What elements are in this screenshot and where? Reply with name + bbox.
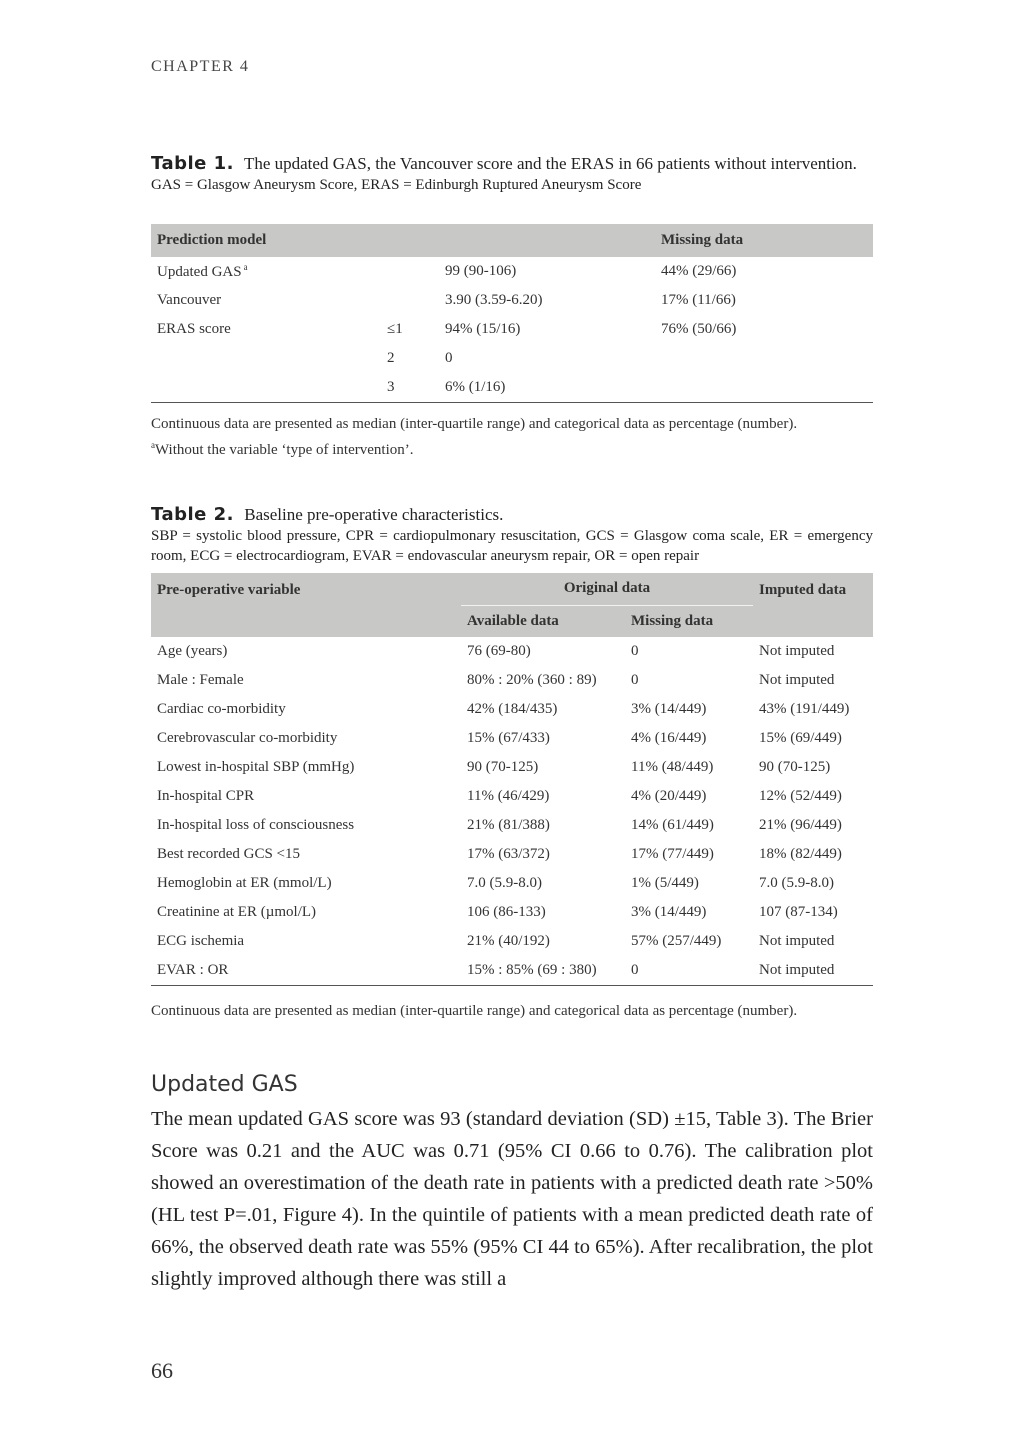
table1-model-name: Vancouver: [157, 292, 222, 308]
table2-cell-variable: Best recorded GCS <15: [157, 846, 301, 862]
table1-caption: [151, 153, 873, 195]
table2-cell-imputed: 7.0 (5.9-8.0): [759, 875, 834, 891]
table2-cell-available: 17% (63/372): [467, 846, 550, 862]
table1-cell-value: 99 (90-106): [445, 263, 517, 279]
table1-cell-missing: [655, 344, 873, 373]
table2-cell-missing: 17% (77/449): [631, 846, 714, 862]
table2-cell-available: 90 (70-125): [467, 759, 539, 775]
table1-cell-model: [151, 257, 381, 286]
table2-cell-variable: Cerebrovascular co-morbidity: [157, 730, 338, 746]
table2-cell-variable: Age (years): [157, 643, 228, 659]
section-body: The mean updated GAS score was 93 (standard deviation (SD) ±15, Table 3). The Brier Score was 0.21 and the AUC was 0.71 (95% CI 0.66 to 0.76). The calibration plot showed an overestimation of the death rate in patients with a predicted death rate >50% (HL test P=.01, Figure 4). In the quintile of patients with a mean predicted death rate of 66%, the observed death rate was 55% (95% CI 44 to 65%). After recalibration, the plot slightly improved although there was still a: [151, 1108, 873, 1290]
table2-cell-available: 21% (81/388): [467, 817, 550, 833]
table1-cell-subgroup: [381, 257, 439, 286]
table1: [151, 224, 873, 403]
table2-cell-missing: 1% (5/449): [631, 875, 699, 891]
table2-cell-imputed: 12% (52/449): [759, 788, 842, 804]
table2-cell-available: 42% (184/435): [467, 701, 558, 717]
table2-cell-missing: 14% (61/449): [631, 817, 714, 833]
table2-cell-variable: Cardiac co-morbidity: [157, 701, 286, 717]
table-row: [151, 956, 873, 986]
table1-cell-subgroup: 2: [387, 350, 395, 366]
table2-cell-variable: ECG ischemia: [157, 933, 245, 949]
table2-cell-imputed: Not imputed: [759, 933, 835, 949]
table-row: [151, 257, 873, 286]
table-row: [151, 637, 873, 666]
table2-cell-imputed: 107 (87-134): [759, 904, 838, 920]
table2-cell-missing: 0: [631, 643, 639, 659]
table2-cell-imputed: 15% (69/449): [759, 730, 842, 746]
table-row: [151, 286, 873, 315]
table2-cell-available: 15% (67/433): [467, 730, 550, 746]
table1-footnote-line: [151, 435, 873, 461]
table-row: [151, 724, 873, 753]
table2-cell-available: 11% (46/429): [467, 788, 550, 804]
table2-cell-imputed: 18% (82/449): [759, 846, 842, 862]
table-row: [151, 344, 873, 373]
table2-cell-missing: 0: [631, 672, 639, 688]
table2-cell-available: 76 (69-80): [467, 643, 531, 659]
table1-cell-missing: 17% (11/66): [661, 292, 736, 308]
table-row: [151, 373, 873, 403]
table2-cell-available: 80% : 20% (360 : 89): [467, 672, 597, 688]
table1-header-model: Prediction model: [151, 224, 381, 257]
table2-abbreviations: SBP = systolic blood pressure, CPR = cardiopulmonary resuscitation, GCS = Glasgow coma scale, ER = emergency room, ECG = electrocardiogram, EVAR = endovascular aneurysm repair, OR = open repair: [151, 528, 873, 564]
table2-cell-variable: Hemoglobin at ER (mmol/L): [157, 875, 332, 891]
table2-cell-imputed: 43% (191/449): [759, 701, 850, 717]
table1-cell-model: [151, 315, 381, 344]
table-row: [151, 927, 873, 956]
table2-cell-variable: In-hospital loss of consciousness: [157, 817, 355, 833]
table1-cell-model: [151, 373, 381, 403]
table2-cell-missing: 57% (257/449): [631, 933, 722, 949]
table2-cell-missing: 4% (16/449): [631, 730, 707, 746]
table1-notes: [151, 414, 873, 461]
table1-cell-value: 94% (15/16): [445, 321, 521, 337]
table1-title-line: [151, 153, 873, 174]
table1-label: Table 1.: [151, 153, 234, 174]
table-row: [151, 782, 873, 811]
table2-cell-imputed: Not imputed: [759, 643, 835, 659]
table2-cell-imputed: Not imputed: [759, 672, 835, 688]
table2-cell-variable: In-hospital CPR: [157, 788, 255, 804]
table-row: [151, 840, 873, 869]
table1-cell-missing: [655, 373, 873, 403]
table1-footnote: Without the variable ‘type of intervention’.: [155, 442, 414, 458]
table1-abbreviations: GAS = Glasgow Aneurysm Score, ERAS = Edinburgh Ruptured Aneurysm Score: [151, 177, 642, 193]
table2-cell-available: 7.0 (5.9-8.0): [467, 875, 542, 891]
table2-cell-missing: 3% (14/449): [631, 904, 707, 920]
table-row: [151, 898, 873, 927]
table1-header-missing: Missing data: [655, 224, 873, 257]
table2-header-variable: Pre-operative variable: [151, 573, 461, 637]
table2-cell-available: 21% (40/192): [467, 933, 550, 949]
table1-footnote-marker: a: [151, 440, 155, 450]
table2-cell-variable: EVAR : OR: [157, 962, 229, 978]
page-number: 66: [151, 1358, 173, 1383]
table1-cell-value: 0: [445, 350, 453, 366]
table2-cell-variable: Lowest in-hospital SBP (mmHg): [157, 759, 355, 775]
running-head: CHAPTER 4: [151, 58, 250, 75]
table2-body: [151, 637, 873, 986]
table2-cell-missing: 3% (14/449): [631, 701, 707, 717]
table2-header-available: Available data: [461, 605, 625, 637]
table1-cell-subgroup: [381, 286, 439, 315]
table2-cell-variable: Creatinine at ER (µmol/L): [157, 904, 317, 920]
table2-cell-missing: 0: [631, 962, 639, 978]
table1-cell-subgroup: 3: [387, 379, 395, 395]
table1-note: Continuous data are presented as median (inter-quartile range) and categorical data as percentage (number).: [151, 416, 798, 432]
table2-note: Continuous data are presented as median (inter-quartile range) and categorical data as percentage (number).: [151, 1003, 798, 1019]
table2-cell-missing: 4% (20/449): [631, 788, 707, 804]
table2-caption: [151, 504, 873, 566]
table-row: [151, 753, 873, 782]
table1-model-superscript: a: [243, 262, 248, 272]
section-heading: Updated GAS: [151, 1072, 298, 1097]
table1-model-name: Updated GAS: [157, 264, 242, 280]
table2: [151, 573, 873, 986]
table2-header-imputed: Imputed data: [753, 573, 873, 637]
table2-title: Baseline pre-operative characteristics.: [244, 505, 504, 524]
table2-cell-available: 15% : 85% (69 : 380): [467, 962, 597, 978]
table-row: [151, 315, 873, 344]
table-row: [151, 869, 873, 898]
table2-cell-available: 106 (86-133): [467, 904, 546, 920]
table-row: [151, 666, 873, 695]
table2-cell-imputed: 90 (70-125): [759, 759, 831, 775]
table2-cell-variable: Male : Female: [157, 672, 244, 688]
table1-cell-missing: 44% (29/66): [661, 263, 737, 279]
table2-cell-missing: 11% (48/449): [631, 759, 714, 775]
table2-label: Table 2.: [151, 504, 234, 525]
table1-body: [151, 257, 873, 403]
table2-cell-imputed: 21% (96/449): [759, 817, 842, 833]
table2-header-missing: Missing data: [625, 605, 753, 637]
table1-cell-value: 3.90 (3.59-6.20): [445, 292, 543, 308]
table2-cell-imputed: Not imputed: [759, 962, 835, 978]
table1-model-name: ERAS score: [157, 321, 231, 337]
table1-cell-subgroup: ≤1: [387, 321, 403, 337]
table1-cell-missing: 76% (50/66): [661, 321, 737, 337]
table1-title: The updated GAS, the Vancouver score and the ERAS in 66 patients without intervention.: [243, 154, 857, 173]
table2-title-line: [151, 504, 873, 525]
table1-cell-model: [151, 286, 381, 315]
table1-cell-model: [151, 344, 381, 373]
table-row: [151, 695, 873, 724]
table2-header-original: Original data: [461, 573, 753, 605]
table-row: [151, 811, 873, 840]
table1-cell-value: 6% (1/16): [445, 379, 506, 395]
